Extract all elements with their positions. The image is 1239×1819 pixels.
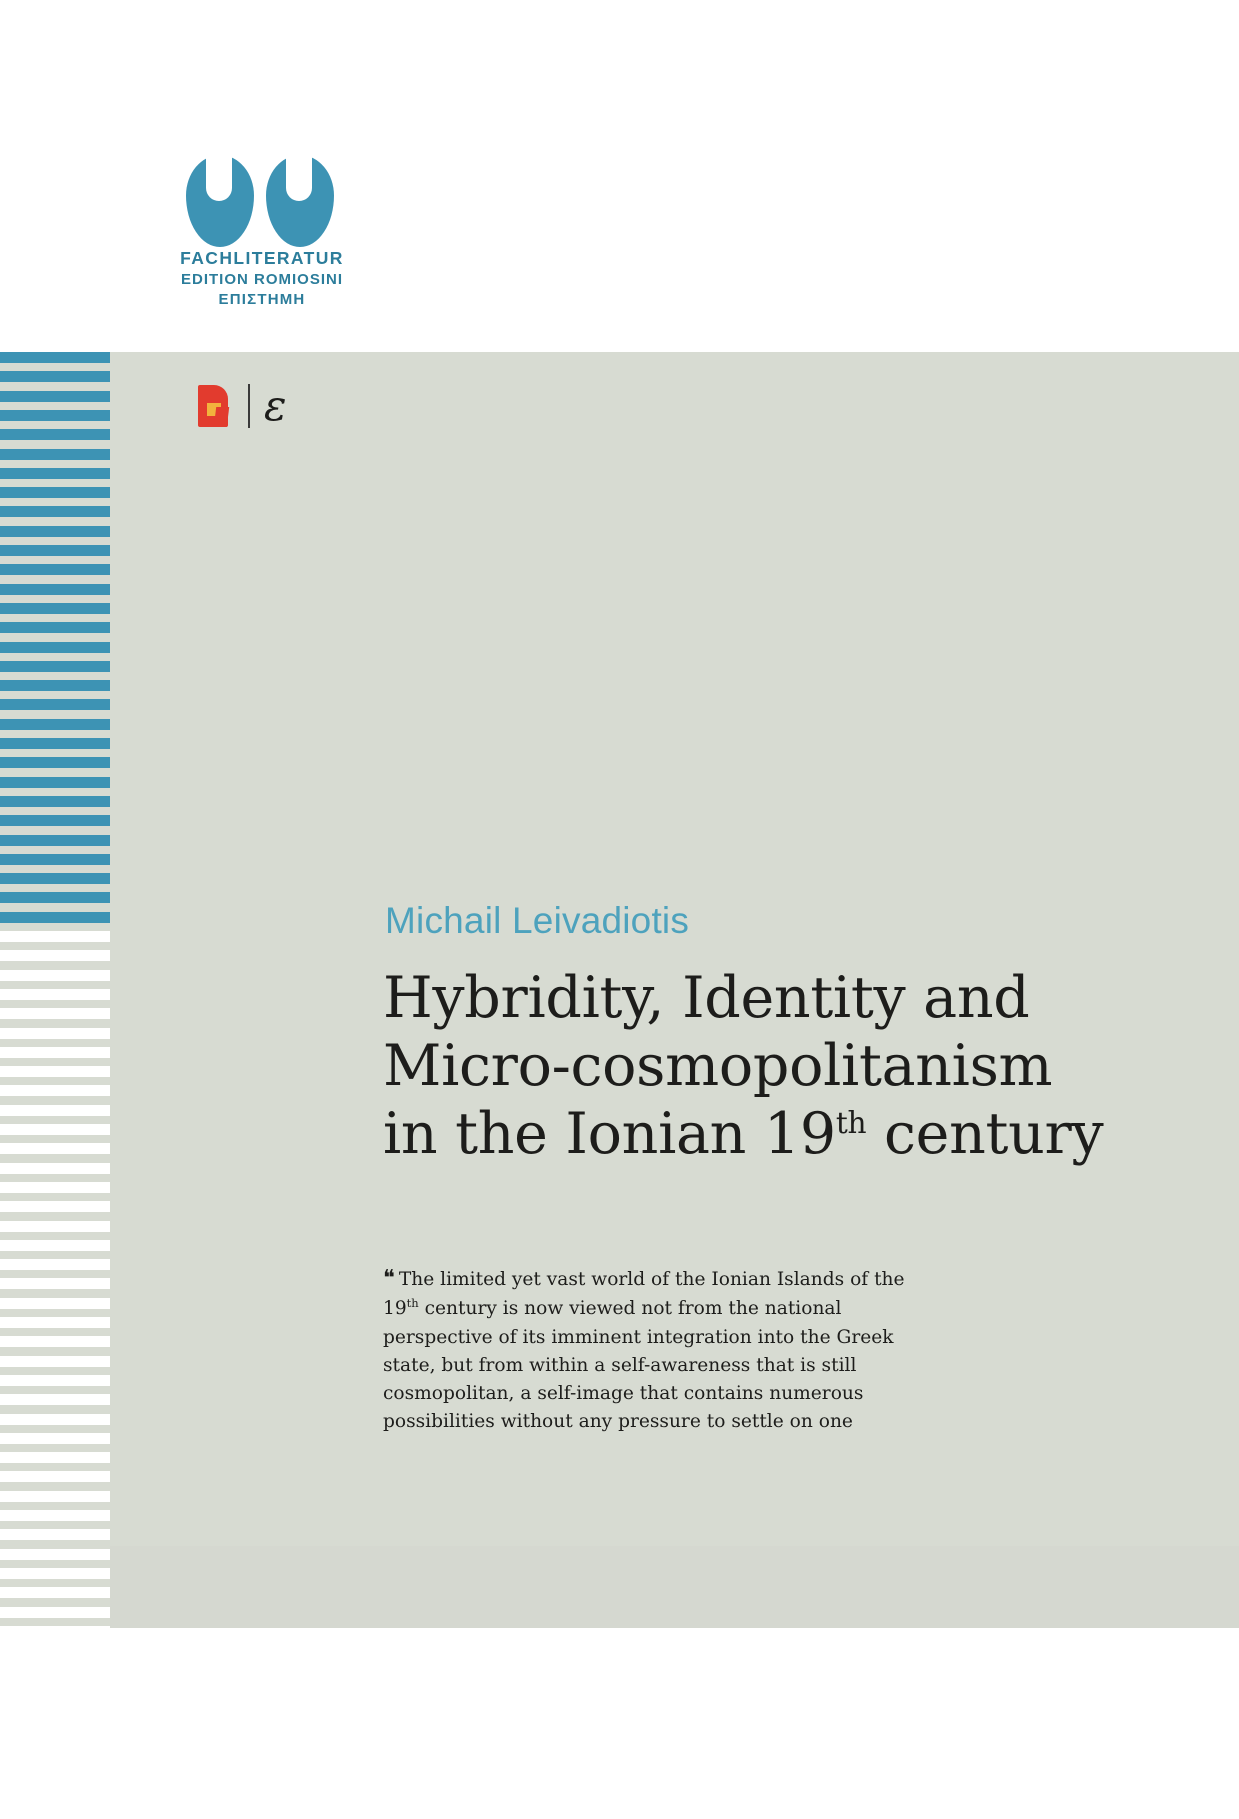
- stripe: [0, 1394, 110, 1405]
- stripe: [0, 526, 110, 537]
- stripe: [0, 989, 110, 1000]
- stripe: [0, 1221, 110, 1232]
- stripe: [0, 1491, 110, 1502]
- quote-icon: ❝: [383, 1266, 394, 1291]
- title-line-2: Micro-cosmopolitanism: [383, 1032, 1053, 1099]
- title-line-3: [383, 1101, 1163, 1169]
- quotation-marks-icon: [186, 155, 338, 247]
- epsilon-icon: ε: [264, 381, 287, 430]
- stripe: [0, 1414, 110, 1425]
- stripe: [0, 1259, 110, 1270]
- stripe: [0, 719, 110, 730]
- stripe: [0, 468, 110, 479]
- stripe: [0, 1278, 110, 1289]
- stripe: [0, 1356, 110, 1367]
- stripe: [0, 661, 110, 672]
- stripe: [0, 371, 110, 382]
- stripe: [0, 1008, 110, 1019]
- bottom-white-band: [0, 1628, 1239, 1819]
- blurb-ordinal-suffix: th: [406, 1296, 419, 1311]
- stripe: [0, 1452, 110, 1463]
- stripe: [0, 699, 110, 710]
- stripe: [0, 1124, 110, 1135]
- cover-blurb: [383, 1262, 943, 1437]
- stripe: [0, 1529, 110, 1540]
- stripe: [0, 1298, 110, 1309]
- stripe: [0, 1085, 110, 1096]
- stripe: [0, 487, 110, 498]
- stripe: [0, 1182, 110, 1193]
- stripe: [0, 545, 110, 556]
- stripe: [0, 1471, 110, 1482]
- blurb-part-2: century is now viewed not from the national perspective of its imminent integration into the Greek state, but from within a self-awareness that is still cosmopolitan, a self-image that contains numerous possibilities without any pressure to settle on one: [383, 1298, 894, 1433]
- stripe: [0, 1066, 110, 1077]
- stripe: [0, 1587, 110, 1598]
- cover-background-panel-lower: [0, 1546, 1239, 1628]
- stripe: [0, 815, 110, 826]
- stripe: [0, 912, 110, 923]
- author-name: Michail Leivadiotis: [385, 900, 690, 941]
- romiosini-r-icon: [198, 385, 234, 427]
- publisher-line-2: EDITION ROMIOSINI: [180, 271, 343, 289]
- stripe: [0, 680, 110, 691]
- stripe: [0, 1201, 110, 1212]
- stripe: [0, 352, 110, 363]
- publisher-line-3: ΕΠΙΣΤΗΜΗ: [218, 290, 306, 308]
- stripe: [0, 603, 110, 614]
- stripe: [0, 1549, 110, 1560]
- stripe: [0, 1028, 110, 1039]
- stripe: [0, 796, 110, 807]
- stripe: [0, 391, 110, 402]
- stripe: [0, 1105, 110, 1116]
- imprint-divider: [248, 384, 250, 428]
- stripe: [0, 1240, 110, 1251]
- title-ordinal-suffix: th: [835, 1104, 867, 1140]
- stripe: [0, 1336, 110, 1347]
- stripe: [0, 1163, 110, 1174]
- stripe: [0, 854, 110, 865]
- stripe: [0, 564, 110, 575]
- stripe: [0, 1433, 110, 1444]
- title-line-3-text: in the Ionian 19: [383, 1100, 836, 1167]
- stripe: [0, 410, 110, 421]
- stripe: [0, 1143, 110, 1154]
- stripe: [0, 1607, 110, 1618]
- stripe: [0, 873, 110, 884]
- publisher-logo: [172, 155, 352, 310]
- stripe: [0, 1510, 110, 1521]
- stripe: [0, 931, 110, 942]
- stripe: [0, 738, 110, 749]
- stripe: [0, 970, 110, 981]
- stripe: [0, 584, 110, 595]
- stripe: [0, 449, 110, 460]
- top-white-band: [0, 0, 1239, 352]
- stripe: [0, 1317, 110, 1328]
- title-line-1: Hybridity, Identity and: [383, 965, 1030, 1031]
- stripe: [0, 777, 110, 788]
- book-title: [383, 965, 1163, 1168]
- stripe: [0, 429, 110, 440]
- stripe: [0, 757, 110, 768]
- title-line-3-tail: century: [866, 1100, 1104, 1167]
- stripe: [0, 1568, 110, 1579]
- stripe: [0, 1375, 110, 1386]
- imprint-mark: [198, 380, 287, 432]
- stripe: [0, 950, 110, 961]
- stripe: [0, 506, 110, 517]
- striped-sidebar-decoration: [0, 352, 110, 1628]
- stripe: [0, 835, 110, 846]
- stripe: [0, 892, 110, 903]
- publisher-line-1: FACHLITERATUR: [180, 248, 344, 268]
- stripe: [0, 1047, 110, 1058]
- stripe: [0, 642, 110, 653]
- stripe: [0, 622, 110, 633]
- blurb-part-1: The limited yet vast world of the Ionian Islands of the 19: [383, 1269, 905, 1320]
